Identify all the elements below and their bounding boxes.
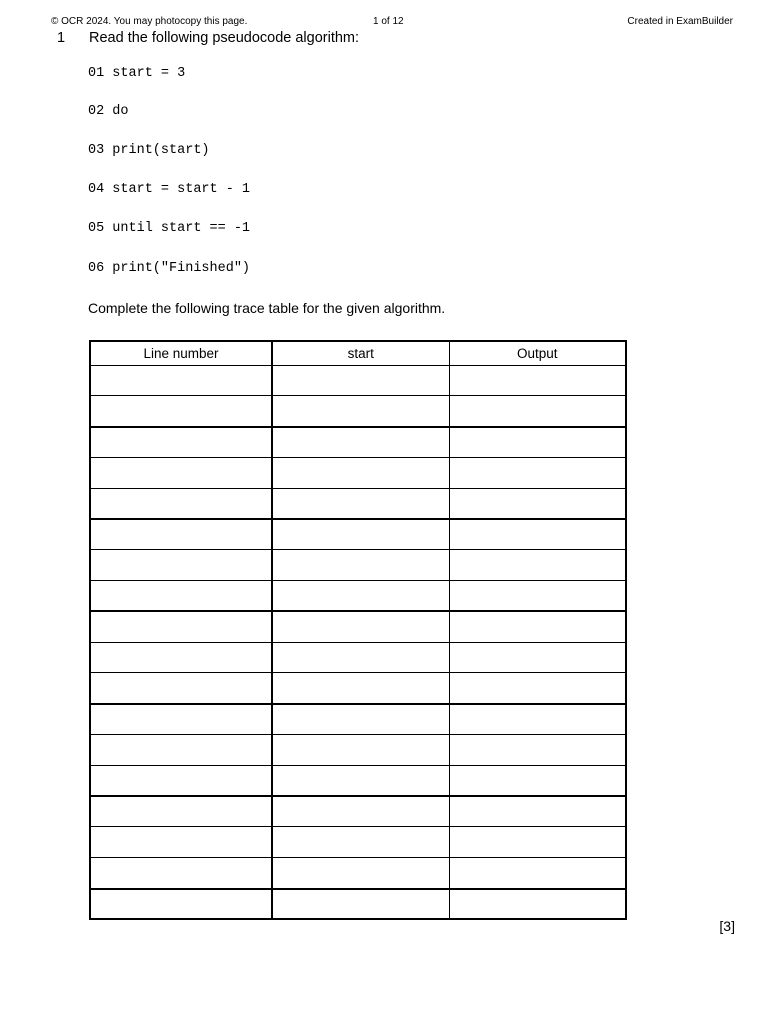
- answer-cell-output[interactable]: [449, 396, 626, 427]
- answer-cell-output[interactable]: [449, 704, 626, 735]
- answer-cell-start[interactable]: [272, 427, 449, 458]
- answer-cell-start[interactable]: [272, 704, 449, 735]
- answer-cell-output[interactable]: [449, 673, 626, 704]
- answer-cell-line-number[interactable]: [90, 611, 272, 642]
- answer-cell-line-number[interactable]: [90, 365, 272, 396]
- table-row: [90, 488, 626, 519]
- table-row: [90, 858, 626, 889]
- answer-cell-line-number[interactable]: [90, 642, 272, 673]
- page-header-copyright: © OCR 2024. You may photocopy this page.: [51, 16, 248, 27]
- column-header-start: start: [272, 341, 449, 365]
- answer-cell-output[interactable]: [449, 519, 626, 550]
- table-row: [90, 519, 626, 550]
- answer-cell-line-number[interactable]: [90, 488, 272, 519]
- column-header-output: Output: [449, 341, 626, 365]
- answer-cell-output[interactable]: [449, 427, 626, 458]
- answer-cell-start[interactable]: [272, 611, 449, 642]
- table-row: [90, 673, 626, 704]
- answer-cell-line-number[interactable]: [90, 581, 272, 612]
- answer-cell-output[interactable]: [449, 550, 626, 581]
- answer-cell-start[interactable]: [272, 827, 449, 858]
- answer-cell-output[interactable]: [449, 765, 626, 796]
- answer-cell-output[interactable]: [449, 889, 626, 920]
- answer-cell-start[interactable]: [272, 488, 449, 519]
- table-row: [90, 396, 626, 427]
- code-line-6: 06 print("Finished"): [88, 261, 251, 276]
- answer-cell-start[interactable]: [272, 858, 449, 889]
- answer-cell-line-number[interactable]: [90, 673, 272, 704]
- code-line-2: 02 do: [88, 104, 129, 119]
- answer-cell-output[interactable]: [449, 581, 626, 612]
- answer-cell-line-number[interactable]: [90, 827, 272, 858]
- table-row: [90, 735, 626, 766]
- answer-cell-start[interactable]: [272, 581, 449, 612]
- answer-cell-line-number[interactable]: [90, 396, 272, 427]
- table-row: [90, 457, 626, 488]
- answer-cell-start[interactable]: [272, 457, 449, 488]
- answer-cell-output[interactable]: [449, 858, 626, 889]
- answer-cell-output[interactable]: [449, 457, 626, 488]
- table-row: [90, 581, 626, 612]
- table-row: [90, 550, 626, 581]
- answer-cell-start[interactable]: [272, 796, 449, 827]
- answer-cell-output[interactable]: [449, 796, 626, 827]
- marks-label: [3]: [719, 918, 735, 934]
- question-number: 1: [57, 30, 66, 46]
- code-line-1: 01 start = 3: [88, 66, 186, 81]
- table-row: [90, 642, 626, 673]
- answer-cell-line-number[interactable]: [90, 796, 272, 827]
- table-row: [90, 427, 626, 458]
- answer-cell-line-number[interactable]: [90, 550, 272, 581]
- answer-cell-line-number[interactable]: [90, 427, 272, 458]
- answer-cell-line-number[interactable]: [90, 704, 272, 735]
- answer-cell-output[interactable]: [449, 735, 626, 766]
- answer-cell-line-number[interactable]: [90, 858, 272, 889]
- answer-cell-line-number[interactable]: [90, 765, 272, 796]
- answer-cell-start[interactable]: [272, 765, 449, 796]
- answer-cell-output[interactable]: [449, 827, 626, 858]
- answer-cell-start[interactable]: [272, 642, 449, 673]
- answer-cell-start[interactable]: [272, 365, 449, 396]
- table-row: [90, 765, 626, 796]
- code-line-3: 03 print(start): [88, 143, 210, 158]
- answer-cell-start[interactable]: [272, 519, 449, 550]
- column-header-line-number: Line number: [90, 341, 272, 365]
- answer-cell-output[interactable]: [449, 642, 626, 673]
- code-line-4: 04 start = start - 1: [88, 182, 251, 197]
- page-number: 1 of 12: [373, 16, 404, 27]
- question-prompt: Read the following pseudocode algorithm:: [89, 30, 360, 46]
- table-row: [90, 889, 626, 920]
- answer-cell-start[interactable]: [272, 889, 449, 920]
- answer-cell-line-number[interactable]: [90, 735, 272, 766]
- answer-cell-line-number[interactable]: [90, 519, 272, 550]
- table-row: [90, 827, 626, 858]
- instruction-text: Complete the following trace table for the given algorithm.: [88, 300, 446, 316]
- answer-cell-output[interactable]: [449, 488, 626, 519]
- table-row: [90, 704, 626, 735]
- answer-cell-start[interactable]: [272, 673, 449, 704]
- answer-cell-line-number[interactable]: [90, 889, 272, 920]
- code-line-5: 05 until start == -1: [88, 221, 251, 236]
- table-row: [90, 365, 626, 396]
- answer-cell-output[interactable]: [449, 611, 626, 642]
- table-row: [90, 611, 626, 642]
- answer-cell-start[interactable]: [272, 550, 449, 581]
- answer-cell-start[interactable]: [272, 396, 449, 427]
- table-row: [90, 796, 626, 827]
- trace-table: [89, 340, 627, 920]
- answer-cell-start[interactable]: [272, 735, 449, 766]
- answer-cell-output[interactable]: [449, 365, 626, 396]
- answer-cell-line-number[interactable]: [90, 457, 272, 488]
- trace-table-header-row: [90, 341, 626, 365]
- trace-table-body: [90, 365, 626, 919]
- page-header-source: Created in ExamBuilder: [627, 16, 733, 27]
